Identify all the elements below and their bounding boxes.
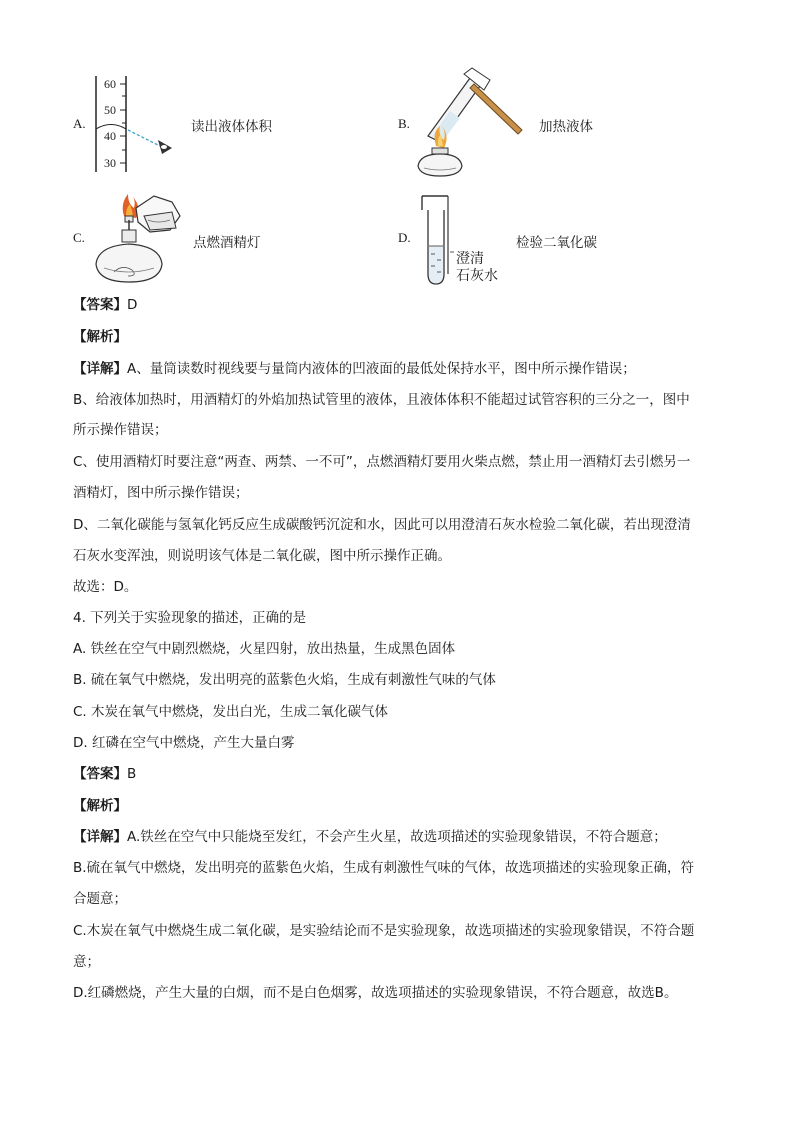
q4-option-a: A. 铁丝在空气中剧烈燃烧，火星四射，放出热量，生成黑色固体 [73,641,456,657]
q3-answer [73,295,137,315]
figure-b-caption: 加热液体 [539,119,593,135]
q4-detail-line-1: B.硫在氧气中燃烧，发出明亮的蓝紫色火焰，生成有刺激性气味的气体，故选项描述的实验现象正确，符 [73,860,695,876]
alcohol-lamp-figure [92,190,188,286]
q3-detail-line-5: D、二氧化碳能与氢氧化钙反应生成碳酸钙沉淀和水，因此可以用澄清石灰水检验二氧化碳，若出现澄清 [73,517,691,533]
figure-d-letter: D. [398,230,411,245]
detail-text: A.铁丝在空气中只能烧至发红，不会产生火星，故选项描述的实验现象错误，不符合题意； [127,829,667,845]
detail-text: A、量筒读数时视线要与量筒内液体的凹液面的最低处保持水平，图中所示操作错误； [127,361,636,377]
q4-option-d: D. 红磷在空气中燃烧，产生大量白雾 [73,735,295,751]
figure-b-letter: B. [398,116,410,131]
q3-analysis-tag: 【解析】 [73,329,127,345]
answer-value: D [127,297,138,313]
tick-30: 30 [104,156,116,170]
q3-detail-line-1: B、给液体加热时，用酒精灯的外焰加热试管里的液体，且液体体积不能超过试管容积的三分之一，图中 [73,392,690,408]
q4-detail-line-2: 合题意； [73,891,127,907]
answer-value: B [127,766,137,782]
figure-c-letter: C. [73,230,85,245]
q4-detail-line-5: D.红磷燃烧，产生大量的白烟，而不是白色烟雾，故选项描述的实验现象错误，不符合题意，故选B。 [73,985,678,1001]
q3-detail-line-6: 石灰水变浑浊，则说明该气体是二氧化碳，图中所示操作正确。 [73,548,451,564]
q3-detail-line-3: C、使用酒精灯时要注意“两查、两禁、一不可”，点燃酒精灯要用火柴点燃，禁止用一酒精灯去引燃另一 [73,454,691,470]
figure-d-caption: 检验二氧化碳 [516,235,597,251]
q4-detail-line-4: 意； [73,954,100,970]
detail-tag: 【详解】 [73,361,127,377]
limewater-label-2: 石灰水 [456,268,498,284]
q4-detail-line-3: C.木炭在氧气中燃烧生成二氧化碳，是实验结论而不是实验现象，故选项描述的实验现象错误，不符合题 [73,923,695,939]
heating-liquid-figure [414,66,530,182]
graduated-cylinder-figure [92,74,182,174]
tick-40: 40 [104,129,116,143]
q4-answer [73,764,136,784]
q4-option-c: C. 木炭在氧气中燃烧，发出白光，生成二氧化碳气体 [73,704,389,720]
q4-analysis-tag: 【解析】 [73,798,127,814]
q3-detail-line-2: 所示操作错误； [73,422,168,438]
q3-detail-line-4: 酒精灯，图中所示操作错误； [73,485,249,501]
limewater-label-1: 澄清 [456,251,484,267]
q3-detail-line-0 [73,359,636,379]
tick-60: 60 [104,77,116,91]
figure-c-caption: 点燃酒精灯 [193,235,261,251]
q4-stem: 4. 下列关于实验现象的描述，正确的是 [73,610,307,626]
answer-tag: 【答案】 [73,766,127,782]
q4-detail-line-0 [73,827,667,847]
figure-a-caption: 读出液体体积 [191,119,272,135]
q3-conclusion: 故选：D。 [73,579,138,595]
detail-tag: 【详解】 [73,829,127,845]
figure-a-letter: A. [73,116,86,131]
answer-tag: 【答案】 [73,297,127,313]
q4-option-b: B. 硫在氧气中燃烧，发出明亮的蓝紫色火焰，生成有刺激性气味的气体 [73,672,496,688]
tick-50: 50 [104,103,116,117]
